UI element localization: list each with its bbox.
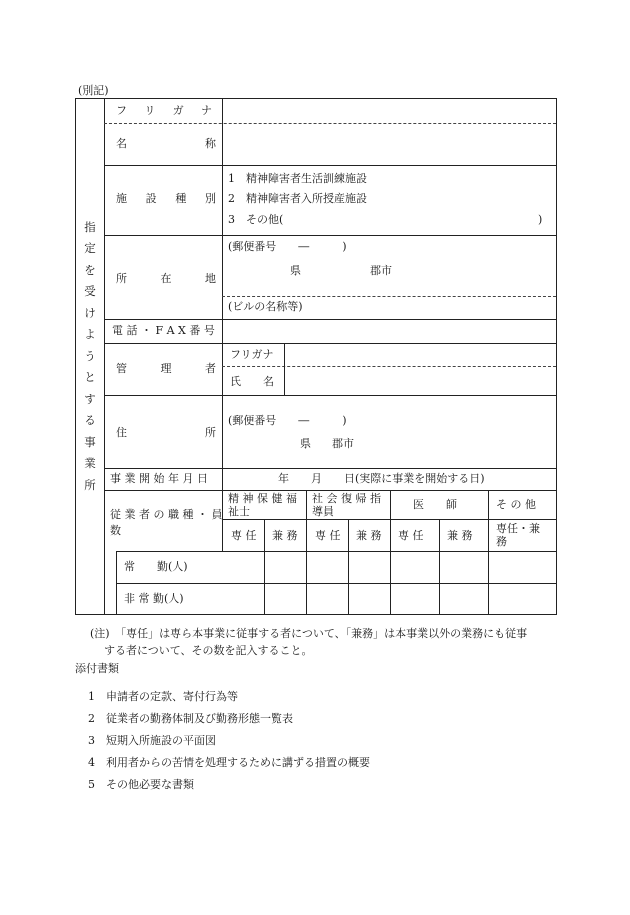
subcol-part: 兼 務 [356,529,382,542]
side-title-char: 指 [84,219,96,234]
subcol-combined-cont: 務 [496,535,507,548]
location-label: 所 在 地 [116,272,216,285]
attachment-item: 2 従業者の勤務体制及び勤務形態一覧表 [88,712,293,725]
address-postal: (郵便番号 ― ) [228,414,347,427]
facility-option-3-close: ) [538,213,543,226]
note-line-1: (注) 「専任」は専ら本事業に従事する者について、「兼務」は本事業以外の業務にも従事 [90,627,528,640]
side-title-char: う [84,348,96,363]
subcol-full: 専 任 [398,529,424,542]
start-date-value: 年 月 日(実際に事業を開始する日) [278,472,485,485]
address-prefecture: 県 [300,437,311,450]
document-heading: (別記) [78,84,109,97]
furigana-label: フ リ ガ ナ [116,104,212,117]
side-title-char: よ [84,327,96,342]
phone-fax-label: 電 話 ・ F A X 番 号 [112,324,215,337]
parttime-label: 非 常 勤(人) [124,592,184,605]
side-title-char: と [84,370,96,385]
start-date-label: 事 業 開 始 年 月 日 [110,472,208,485]
attachment-item: 1 申請者の定款、寄付行為等 [88,690,238,703]
side-title-char: 事 [84,434,96,449]
attachment-item: 5 その他必要な書類 [88,778,194,791]
facility-type-label: 施 設 種 別 [116,192,216,205]
side-title-char: す [84,391,96,406]
name-label: 名 称 [116,137,216,150]
fulltime-label: 常 勤(人) [124,560,188,573]
application-form-table [75,98,557,615]
attachments-title: 添付書類 [75,662,119,675]
location-city: 郡市 [370,264,392,277]
side-title-char: け [84,305,96,320]
manager-label: 管 理 者 [116,362,216,375]
col-psw-cont: 祉士 [228,505,250,518]
staff-label-cont: 数 [110,524,121,537]
staff-label: 従 業 者 の 職 種 ・ 員 [110,508,223,521]
location-building: (ビルの名称等) [228,300,303,313]
side-title-char: を [84,262,96,277]
attachment-item: 4 利用者からの苦情を処理するために講ずる措置の概要 [88,756,370,769]
location-postal: (郵便番号 ― ) [228,240,347,253]
side-title-char: 定 [84,241,96,256]
note-line-2: する者について、その数を記入すること。 [104,644,313,657]
side-title-char: る [84,413,96,428]
attachment-item: 3 短期入所施設の平面図 [88,734,216,747]
subcol-full: 専 任 [315,529,341,542]
subcol-part: 兼 務 [447,529,473,542]
subcol-full: 専 任 [231,529,257,542]
side-title-char: 所 [84,477,96,492]
col-social: 社 会 復 帰 指 [312,492,381,505]
side-title-char: 受 [84,284,96,299]
address-label: 住 所 [116,426,216,439]
col-social-cont: 導員 [312,505,334,518]
col-doctor: 医 師 [413,498,457,511]
subcol-combined: 専任・兼 [496,522,540,535]
col-other: そ の 他 [496,498,536,511]
address-city: 郡市 [332,437,354,450]
manager-name-label: 氏 名 [230,375,274,388]
manager-furigana-label: フリガナ [230,348,274,361]
facility-option-1: 1 精神障害者生活訓練施設 [228,172,367,185]
side-title-char: 業 [84,456,96,471]
location-prefecture: 県 [290,264,301,277]
facility-option-2: 2 精神障害者入所授産施設 [228,192,367,205]
col-psw: 精 神 保 健 福 [228,492,297,505]
facility-option-3: 3 その他( [228,213,284,226]
subcol-part: 兼 務 [272,529,298,542]
side-title [76,99,104,614]
